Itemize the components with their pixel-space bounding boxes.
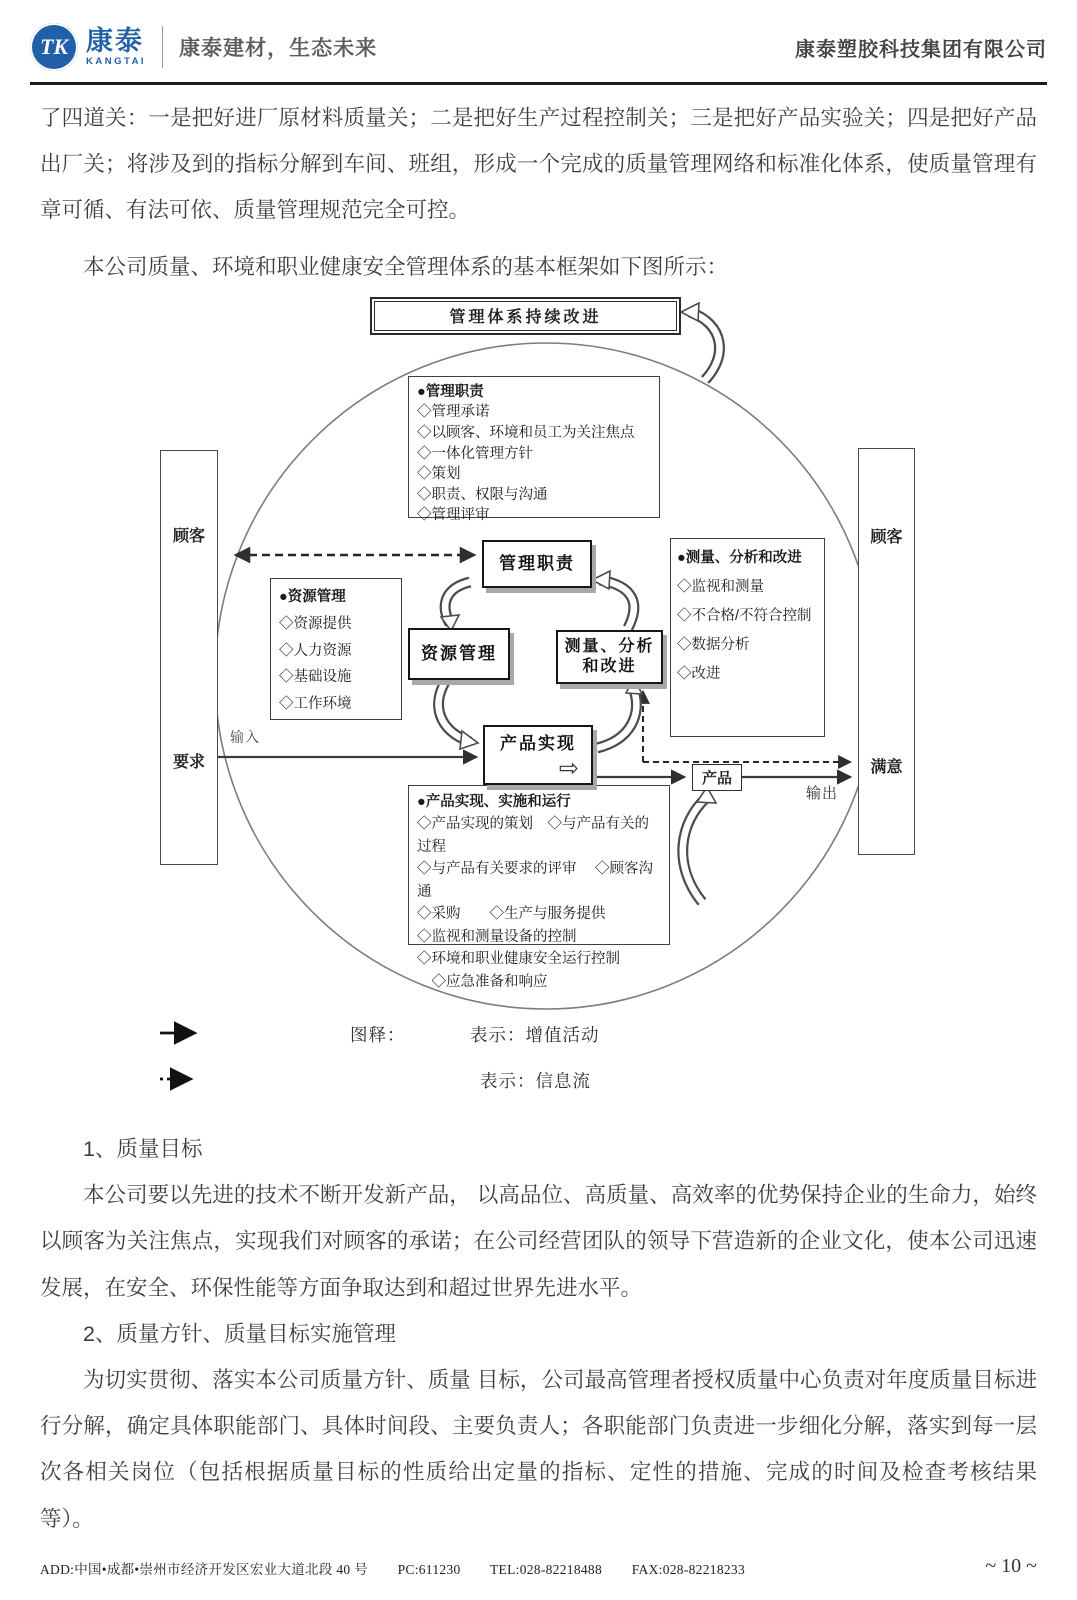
kangtai-logo-mark-icon <box>30 23 78 71</box>
measurement-analysis-list: ●测量、分析和改进 ◇监视和测量 ◇不合格/不符合控制 ◇数据分析 ◇改进 <box>670 538 825 737</box>
output-label: 输出 <box>806 784 839 802</box>
customer-label-left: 顾客 <box>172 527 205 545</box>
list-item: ◇工作环境 <box>279 696 352 713</box>
list-item: ◇数据分析 <box>677 636 750 653</box>
legend-caption: 图释： <box>350 1024 406 1045</box>
list-item: ◇人力资源 <box>279 642 352 659</box>
chevron-right-icon: ⇨ <box>558 754 579 782</box>
list-item: ◇应急准备和响应 <box>417 973 548 990</box>
page-number: ~ 10 ~ <box>985 1555 1037 1577</box>
product-realization-box: 产品实现 ⇨ <box>483 725 593 785</box>
logo-name-cn: 康泰 <box>86 25 144 56</box>
list-item: ◇不合格/不符合控制 <box>677 607 812 624</box>
requirements-label: 要求 <box>172 753 205 771</box>
satisfaction-label: 满意 <box>870 758 903 776</box>
management-responsibility-box: 管理职责 <box>482 540 592 588</box>
section-heading-policy-implementation: 2、质量方针、质量目标实施管理 <box>83 1321 396 1346</box>
list-item: ◇一体化管理方针 <box>417 445 533 462</box>
resource-management-list: ●资源管理 ◇资源提供 ◇人力资源 ◇基础设施 ◇工作环境 <box>270 578 402 720</box>
product-box: 产品 <box>692 764 742 791</box>
continuous-improvement-banner: 管理体系持续改进 <box>370 297 681 335</box>
list-item: ◇改进 <box>677 665 721 682</box>
list-item: ◇职责、权限与沟通 <box>417 486 548 503</box>
intro-paragraph: 了四道关：一是把好进厂原材料质量关；二是把好生产过程控制关；三是把好产品实验关；四是把好产品出厂关；将涉及到的指标分解到车间、班组，形成一个完成的质量管理网络和标准化体系，使质量管理有章可循、有法可依、质量管理规范完全可控。 <box>40 106 1037 223</box>
footer-postcode: PC:611230 <box>397 1562 461 1577</box>
logo-monogram: TK <box>39 34 69 59</box>
list-item: ◇管理评审 <box>417 507 490 524</box>
header-tagline: 康泰建材，生态未来 <box>179 37 378 60</box>
list-item: ◇监视和测量设备的控制 <box>417 928 577 945</box>
legend-dashed-label: 表示：信息流 <box>480 1070 591 1091</box>
header-divider <box>162 26 163 68</box>
list-item: ◇基础设施 <box>279 669 352 686</box>
footer-telephone: TEL:028-82218488 <box>490 1562 603 1577</box>
management-responsibility-list: ●管理职责 ◇管理承诺 ◇以顾客、环境和员工为关注焦点 ◇一体化管理方针 ◇策划 ◇职责、权限与沟通 ◇管理评审 <box>408 376 660 518</box>
resource-management-box: 资源管理 <box>408 628 510 680</box>
list-item: ◇监视和测量 <box>677 578 764 595</box>
list-item: ◇环境和职业健康安全运行控制 <box>417 951 620 968</box>
page-footer <box>40 1555 1037 1578</box>
company-name: 康泰塑胶科技集团有限公司 <box>795 38 1047 61</box>
swoosh-resource-to-realization <box>439 682 478 749</box>
list-item: ◇资源提供 <box>279 615 352 632</box>
list-item: ◇采购 ◇生产与服务提供 <box>417 906 606 923</box>
footer-fax: FAX:028-82218233 <box>631 1562 746 1577</box>
swoosh-measure-to-management <box>592 571 634 628</box>
measurement-analysis-box: 测量、分析 和改进 <box>556 630 663 684</box>
list-item: ◇管理承诺 <box>417 404 490 421</box>
footer-address: ADD:中国•成都•崇州市经济开发区宏业大道北段 40 号 <box>40 1562 368 1577</box>
page-header <box>30 0 1047 85</box>
customer-requirements-bar <box>160 450 218 865</box>
logo-wordmark <box>86 25 147 67</box>
legend-solid-label: 表示：增值活动 <box>470 1024 600 1045</box>
list-item: ◇产品实现的策划 ◇与产品有关的过程 <box>417 816 649 855</box>
list-item: ◇策划 <box>417 466 461 483</box>
figure-lead-in: 本公司质量、环境和职业健康安全管理体系的基本框架如下图所示： <box>83 254 729 279</box>
logo-name-en: KANGTAI <box>86 55 147 67</box>
customer-label-right: 顾客 <box>870 528 903 546</box>
section-body-policy-implementation: 为切实贯彻、落实本公司质量方针、质量 目标，公司最高管理者授权质量中心负责对年度质量目标进行分解，确定具体职能部门、具体时间段、主要负责人；各职能部门负责进一步细化分解，落实到每一层次各相关岗位（包括根据质量目标的性质给出定量的指标、定性的措施、完成的时间及检查考核结果等）。 <box>40 1367 1037 1531</box>
swoosh-management-to-resource <box>441 582 470 631</box>
kangtai-logo <box>30 23 146 71</box>
footer-contact-info <box>40 1558 771 1578</box>
customer-satisfaction-bar <box>858 448 915 855</box>
list-item: ◇以顾客、环境和员工为关注焦点 <box>417 425 635 442</box>
product-realization-list: ●产品实现、实施和运行 ◇产品实现的策划 ◇与产品有关的过程 ◇与产品有关要求的评审 ◇顾客沟通 ◇采购 ◇生产与服务提供 ◇监视和测量设备的控制 ◇环境和职业健康安全运行控制 ◇应急准备和响应 <box>408 785 670 945</box>
section-heading-quality-objectives: 1、质量目标 <box>83 1136 203 1161</box>
swoosh-to-product <box>683 787 716 902</box>
input-label: 输入 <box>230 728 260 745</box>
management-system-figure <box>0 290 1077 1102</box>
swoosh-circle-to-banner <box>681 303 719 380</box>
section-body-quality-objectives: 本公司要以先进的技术不断开发新产品， 以高品位、高质量、高效率的优势保持企业的生命力，始终以顾客为关注焦点，实现我们对顾客的承诺；在公司经营团队的领导下营造新的企业文化，使本公司迅速发展，在安全、环保性能等方面争取达到和超过世界先进水平。 <box>40 1183 1037 1300</box>
swoosh-realization-to-measure <box>597 678 642 748</box>
list-item: ◇与产品有关要求的评审 ◇顾客沟通 <box>417 861 654 900</box>
